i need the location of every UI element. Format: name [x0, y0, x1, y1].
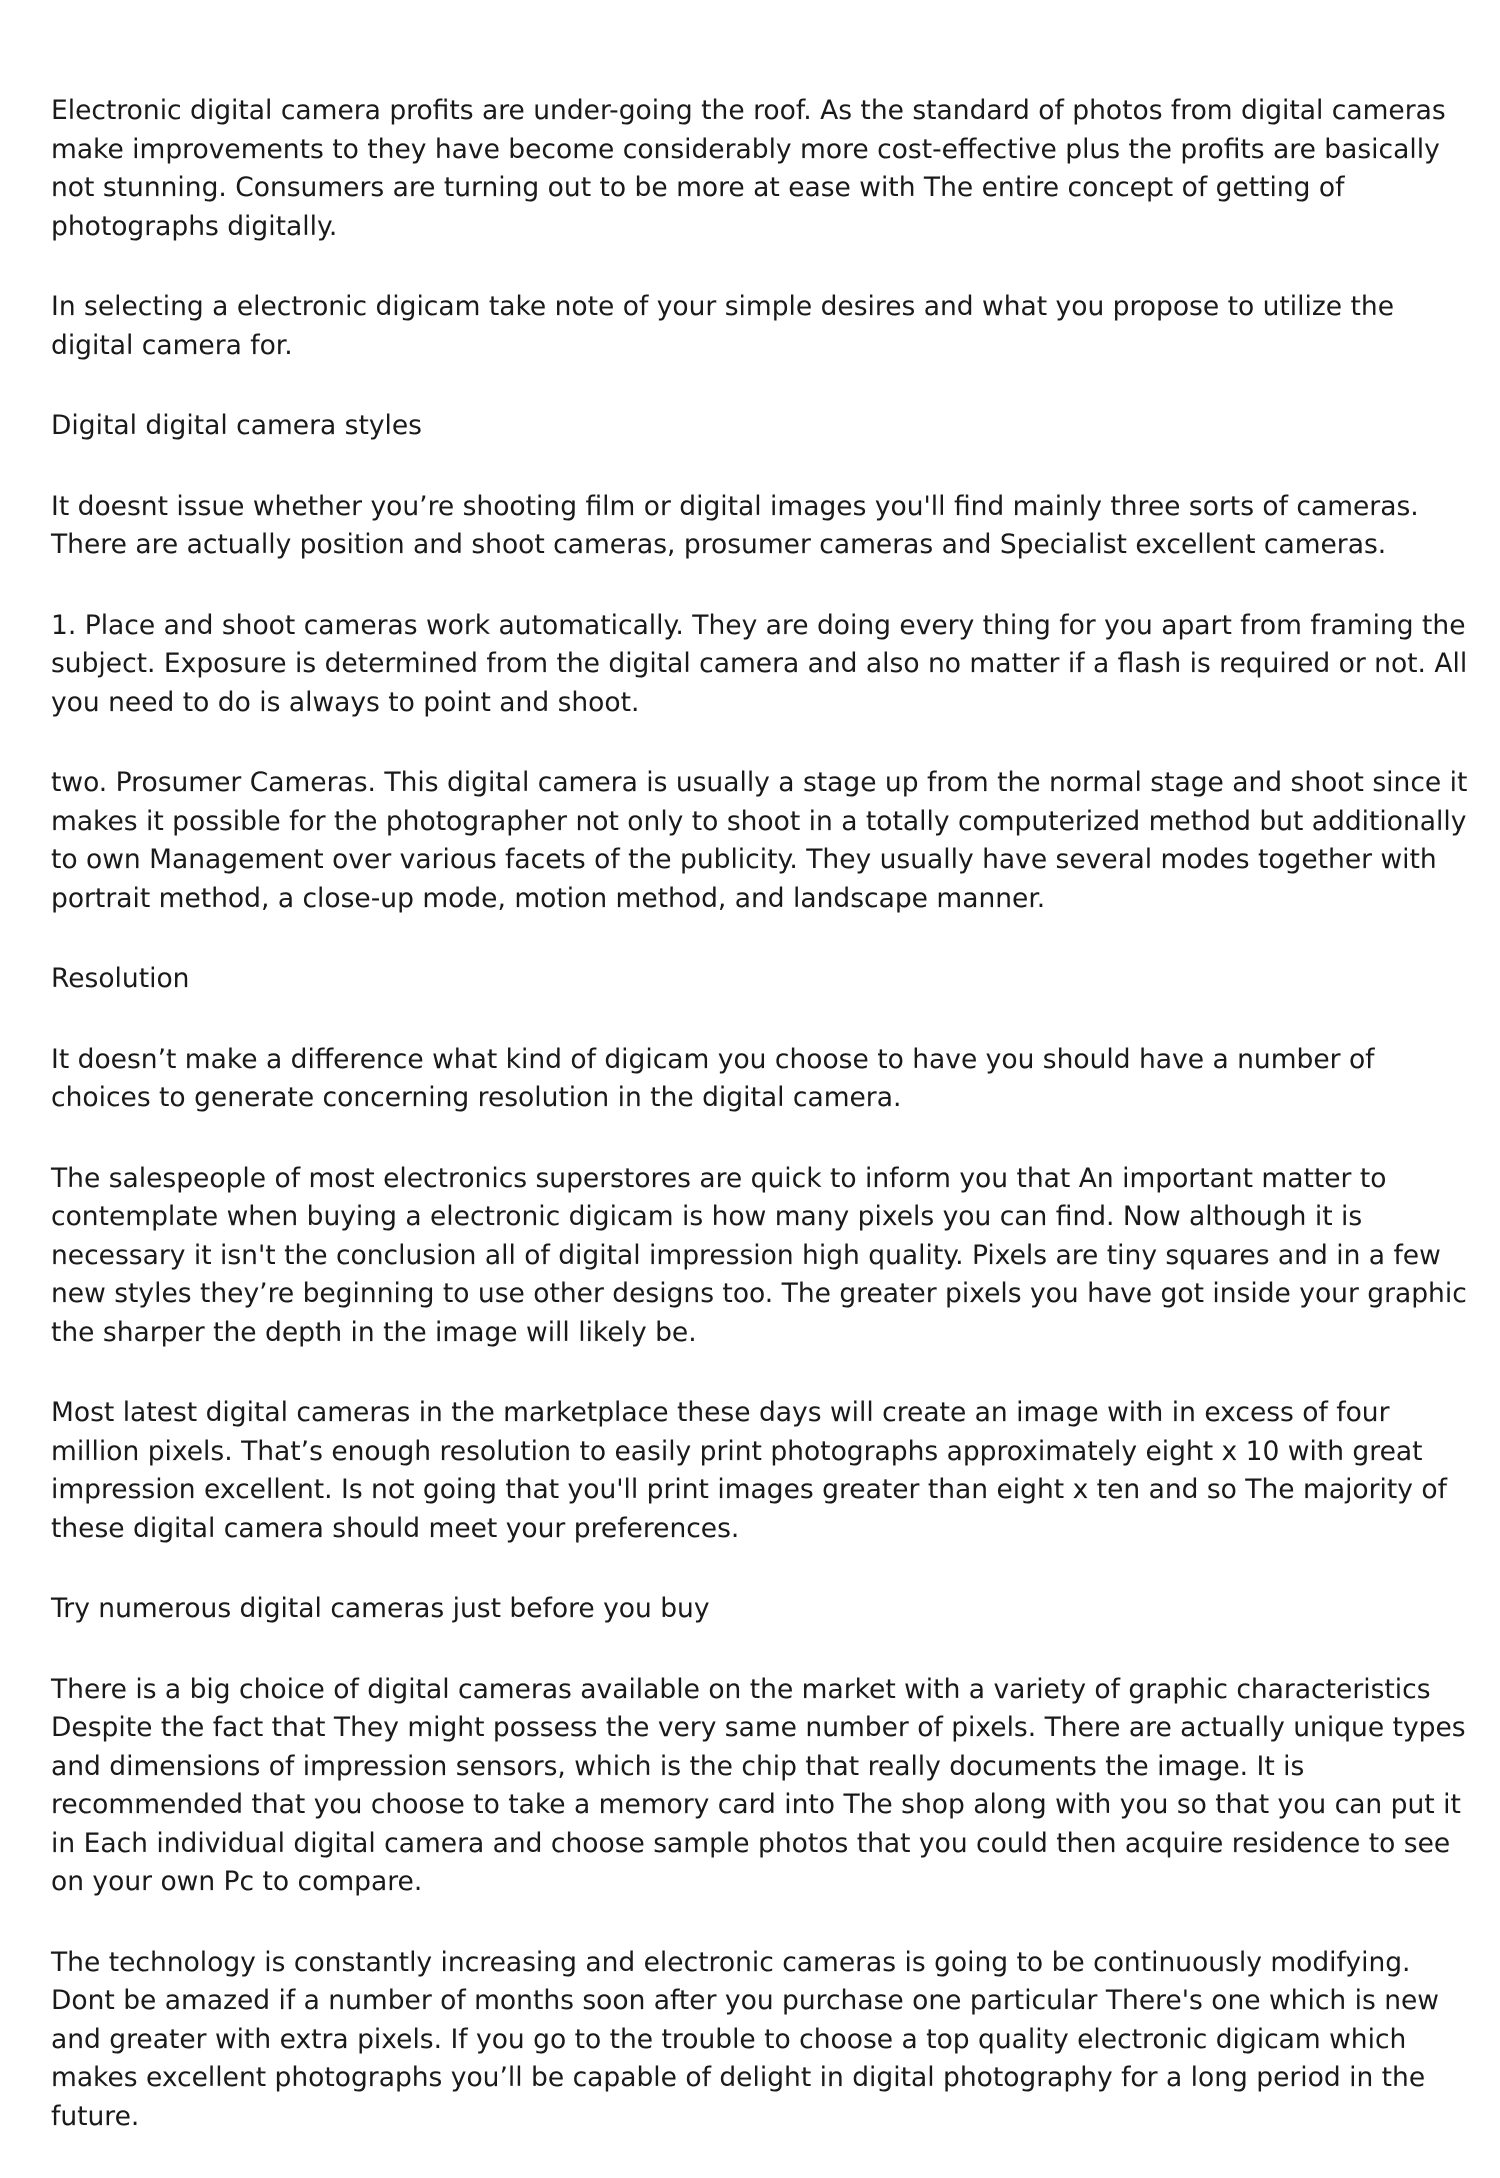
- sensors-paragraph: There is a big choice of digital cameras available on the market with a variety of graphic characteristics Despite the fact that They might possess the very same number of pixels. There are actually unique types and dimensions of impression sensors, which is the chip that really documents the image. It is recommended that you choose to take a memory card into The shop along with you so that you can put it in Each individual digital camera and choose sample photos that you could then acquire residence to see on your own Pc to compare.: [51, 1673, 1466, 1897]
- section-heading-styles: Digital digital camera styles: [51, 410, 422, 441]
- camera-types-paragraph: It doesnt issue whether you’re shooting film or digital images you'll find mainly three sorts of cameras. There are actually position and shoot cameras, prosumer cameras and Specialist excellent cameras.: [51, 490, 1419, 560]
- megapixels-paragraph: Most latest digital cameras in the marketplace these days will create an image with in excess of four million pixels. That’s enough resolution to easily print photographs approximately eight x 10 with great impression excellent. Is not going that you'll print images greater than eight x ten and so The majority of these digital camera should meet your preferences.: [51, 1397, 1447, 1544]
- selection-paragraph: In selecting a electronic digicam take note of your simple desires and what you propose to utilize the digital camera for.: [51, 291, 1395, 361]
- technology-paragraph: The technology is constantly increasing and electronic cameras is going to be continuously modifying. Dont be amazed if a number of months soon after you purchase one particular There's one which is new and greater with extra pixels. If you go to the trouble to choose a top quality electronic digicam which makes excellent photographs you’ll be capable of delight in digital photography for a long period in the future.: [51, 1946, 1439, 2132]
- section-heading-try-cameras: Try numerous digital cameras just before you buy: [51, 1593, 710, 1624]
- document-body: [51, 92, 1471, 2178]
- section-heading-resolution: Resolution: [51, 963, 190, 994]
- prosumer-paragraph: two. Prosumer Cameras. This digital camera is usually a stage up from the normal stage and shoot since it makes it possible for the photographer not only to shoot in a totally computerized method but additionally to own Management over various facets of the publicity. They usually have several modes together with portrait method, a close-up mode, motion method, and landscape manner.: [51, 767, 1468, 914]
- pixels-paragraph: The salespeople of most electronics superstores are quick to inform you that An important matter to contemplate when buying a electronic digicam is how many pixels you can find. Now although it is necessary it isn't the conclusion all of digital impression high quality. Pixels are tiny squares and in a few new styles they’re beginning to use other designs too. The greater pixels you have got inside your graphic the sharper the depth in the image will likely be.: [51, 1162, 1467, 1348]
- intro-paragraph: Electronic digital camera profits are under-going the roof. As the standard of photos from digital cameras make improvements to they have become considerably more cost-effective plus the profits are basically not stunning. Consumers are turning out to be more at ease with The entire concept of getting of photographs digitally.: [51, 95, 1446, 242]
- resolution-choices-paragraph: It doesn’t make a difference what kind of digicam you choose to have you should have a number of choices to generate concerning resolution in the digital camera.: [51, 1043, 1375, 1113]
- point-and-shoot-paragraph: 1. Place and shoot cameras work automatically. They are doing every thing for you apart from framing the subject. Exposure is determined from the digital camera and also no matter if a flash is required or not. All you need to do is always to point and shoot.: [51, 609, 1468, 718]
